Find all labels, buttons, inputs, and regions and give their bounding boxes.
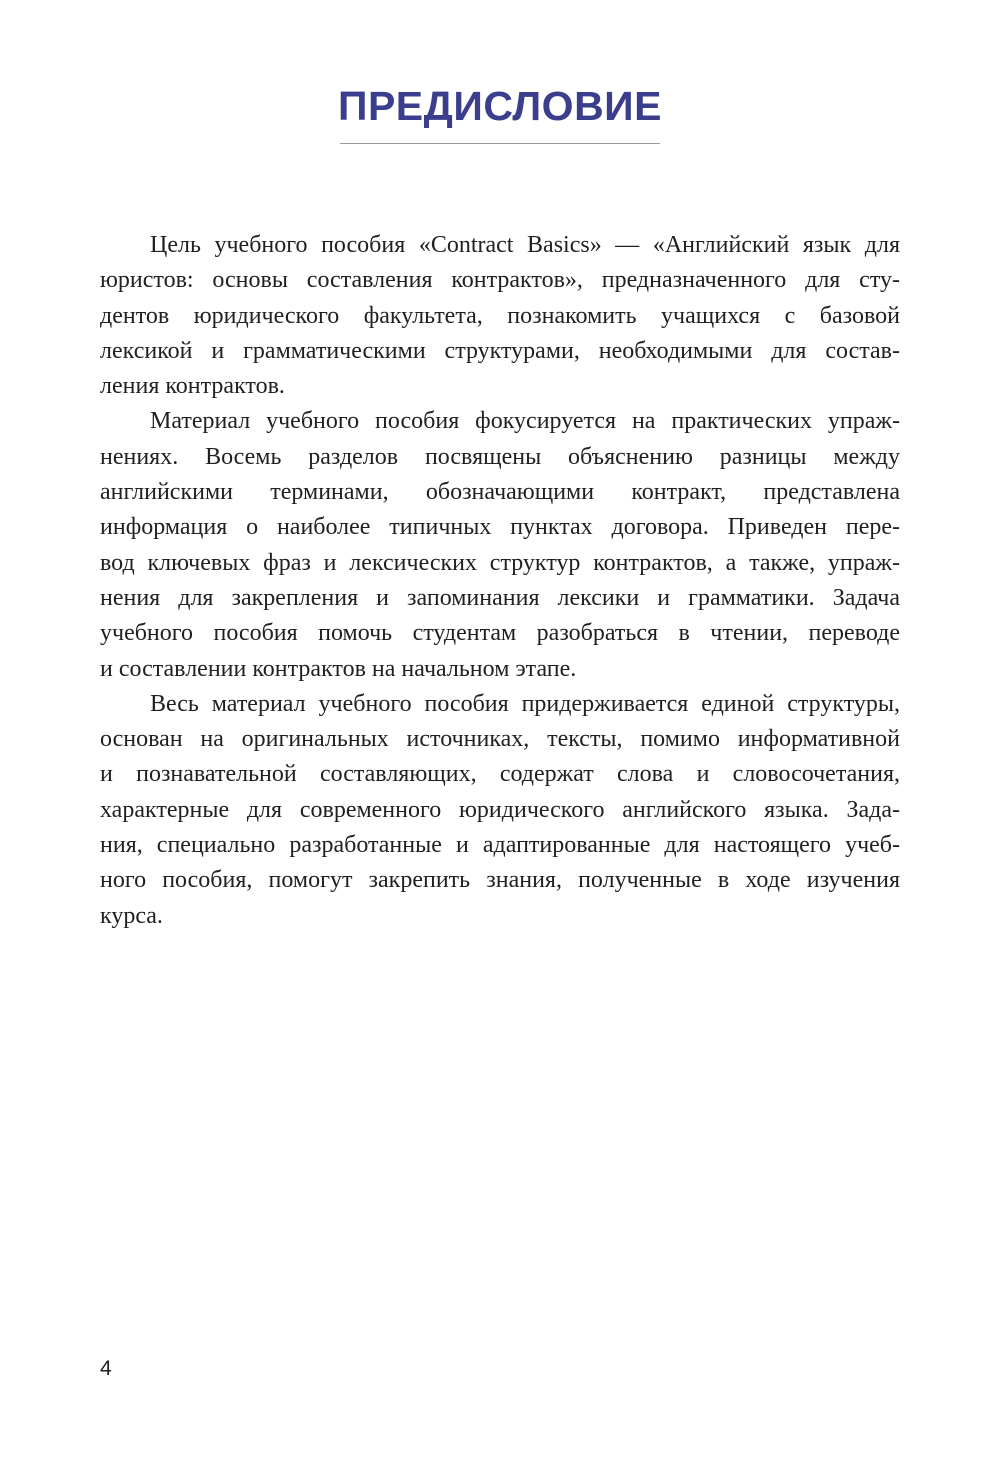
text-line: лексикой и грамматическими структурами, необходимыми для состав-	[100, 337, 900, 364]
page-title: ПРЕДИСЛОВИЕ	[337, 83, 662, 129]
text-line: информация о наиболее типичных пунктах договора. Приведен пере-	[100, 514, 900, 541]
text-line: дентов юридического факультета, познакомить учащихся с базовой	[100, 302, 900, 329]
text-line: английскими терминами, обозначающими контракт, представлена	[100, 479, 900, 506]
text-line: курса.	[100, 902, 163, 929]
text-line: Цель учебного пособия «Contract Basics» — «Английский язык для	[150, 232, 900, 258]
page-number: 4	[100, 1357, 112, 1380]
text-line: вод ключевых фраз и лексических структур контрактов, а также, упраж-	[100, 549, 900, 576]
text-line: ния, специально разработанные и адаптированные для настоящего учеб-	[100, 832, 900, 859]
paragraph	[100, 687, 900, 934]
text-line: характерные для современного юридического английского языка. Зада-	[100, 796, 900, 823]
text-line: юристов: основы составления контрактов», предназначенного для сту-	[100, 267, 900, 294]
body-text	[100, 228, 900, 934]
text-line: и составлении контрактов на начальном этапе.	[100, 655, 577, 682]
text-line: нениях. Восемь разделов посвящены объяснению разницы между	[100, 443, 900, 470]
text-line: ного пособия, помогут закрепить знания, полученные в ходе изучения	[100, 867, 900, 894]
text-line: Материал учебного пособия фокусируется на практических упраж-	[150, 408, 900, 435]
title-divider	[340, 143, 660, 144]
text-line: основан на оригинальных источниках, тексты, помимо информативной	[100, 726, 900, 753]
text-line: и познавательной составляющих, содержат слова и словосочетания,	[100, 761, 900, 788]
text-line: учебного пособия помочь студентам разобраться в чтении, переводе	[100, 620, 900, 647]
paragraph	[100, 228, 900, 404]
paragraph	[100, 404, 900, 686]
text-line: нения для закрепления и запоминания лексики и грамматики. Задача	[100, 584, 900, 611]
text-line: Весь материал учебного пособия придерживается единой структуры,	[150, 690, 900, 717]
text-line: ления контрактов.	[100, 373, 285, 400]
